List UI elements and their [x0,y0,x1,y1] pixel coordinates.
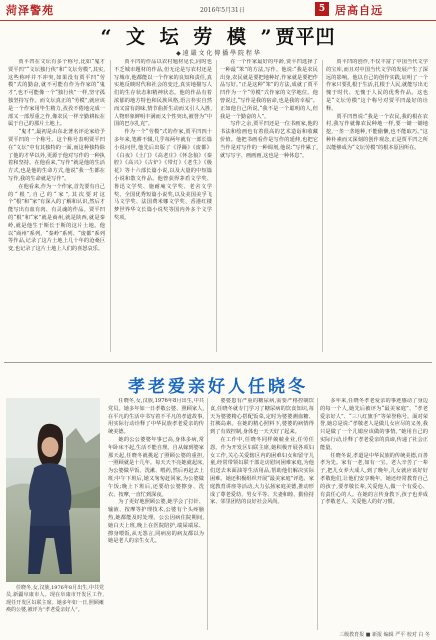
page-number: 5 [315,2,329,16]
paragraph: 贾平凹的创作,不仅丰富了中国当代文学的宝库,而且对中国当代文学的发展产生了深远的影响。他以自己的创作实践,证明了一个作家只要扎根于生活,扎根于人民,就能写出无愧于时代、无愧于人民的优秀作品。这也是“文坛劳模”这个称号对贾平凹最好的诠释。 [326,59,428,112]
paragraph: 贾平凹曾说:“我是一个农民,我的根在农村,我写作就像农民种地一样,要一锄一锄地挖,一垄一垄地种,不能偷懒,也不能取巧。”这种朴素而又深刻的创作观念,正是贾平凹之所以能够成为“文坛劳模”的根本原因所在。 [326,113,428,151]
column-divider [110,60,111,352]
article2-column-3 [320,398,428,634]
paragraph: 多年来,任晓冬孝老爱亲的事迹感动了身边的每一个人,她先后被评为“最美家庭”、“孝老爱亲好人”、“三八红旗手”等荣誉称号。面对荣誉,她总是说:“孝敬老人是做儿女应尽的义务,我只是做了一个儿媳应该做的事情。”她用自己的实际行动,诠释了孝老爱亲的真谛,传递了社会正能量。 [320,398,428,451]
column-divider [322,60,323,352]
article-column-1 [8,59,105,352]
caption-text: 任晓冬,女,汉族,1976年8月出生,中共党员,新疆阜康市人。现在阜康市开发区工作,现任开发区妇联主席。她多年如一日,照顾瘫痪的公婆,被评为“孝老爱亲好人”。 [6,585,104,613]
paragraph: 任晓冬说,孝道是中华民族的传统美德,百善孝为先。家有一老,如有一宝。老人辛苦了一辈子,把儿女养大成人,到了晚年,儿女就应该好好孝敬他们,让他们安享晚年。她还经常教育自己的孩子,要孝敬长辈,关爱他人,做一个有爱心、有责任心的人。在她的言传身教下,孩子也养成了孝敬老人、关爱他人的好习惯。 [320,452,428,506]
article2-headline: 孝老爱亲好人任晓冬 [128,377,308,397]
portrait-photo [6,398,100,582]
article-headline [0,22,436,49]
headline-quoted: “ 文 坛 劳 模 ” [100,26,276,48]
paragraph: 婆婆患有严重的糖尿病,需要严格控制饮食,任晓冬就专门学习了糖尿病的饮食知识,每天为婆婆精心搭配饭菜,定时为婆婆测血糖、打胰岛素。在她的精心照料下,婆婆的病情得到了有效控制,身体也一天天好了起来。 [210,398,314,436]
article-column-3 [220,59,318,352]
column-divider [207,398,208,630]
article-column-4 [326,59,428,352]
column-divider [216,60,217,352]
article-column-2 [114,59,212,352]
column-divider [317,398,318,630]
section-title: 居高自远 [335,4,383,17]
article-byline: ◆ 遠 嚴 文 化 傳 播 學 院 程 华 [176,50,260,57]
paragraph: 为了更好地照顾公婆,她学会了打针、输液、按摩等护理技术,公婆有个头疼脑热,她都能及时处理。公公因病住院期间,她白天上班,晚上在医院陪护,端屎端尿、擦身喂饭,从无怨言,同病房的病友都以为她是老人的亲生女儿。 [108,499,204,545]
dateline: 2016年5月31日 [200,7,245,14]
headline-name: 贾平凹 [275,26,336,48]
paragraph: 任晓冬,女,汉族,1976年8月出生,中共党员。她多年如一日孝敬公婆、照顾家人,在平凡的生活中书写着不平凡的孝道故事,用实际行动诠释了中华民族孝老爱亲的传统美德。 [108,398,204,436]
paragraph: 写作之余,贾平凹还是一位书画家,他的书法和绘画也有着很高的艺术造诣和收藏价值。他把书画看作是写作的延伸,也把它当作是对写作的一种调剂,他说:“写作累了,就写写字、画画画,这也是一种休息”。 [220,121,318,159]
article2-column-2 [210,398,314,634]
paragraph: “鬼才”,最初是由东北著名评论家给予贾平凹的一个称号。这个称号表明贾平凹在“文坛”中有其独特的一面,而这种独特除了他的才华以外,更源于他对写作的一种执着和坚持。在他看来,“写作”就是他的生活方式,也是他的生命方式,他说“我一生都在写作,我的生命就是写作”。 [8,129,105,182]
section-divider [4,362,432,363]
footer-credits: 三级教育报 ■ 新报 编辑 严平 校对 白 冬 [339,632,430,638]
masthead: 菏泽警苑 [6,4,54,17]
paragraph: 作为一个“劳模”式的作家,贾平凹四十多年来,笔耕不辍,几乎每两年就有一部长篇小说问世,他先后出版了《浮躁》《废都》《白夜》《土门》《高老庄》《怀念狼》《秦腔》《高兴》《古炉》《带灯》《老生》《极花》等十六部长篇小说,以及大量的中短篇小说和散文作品。他曾获得茅盾文学奖、鲁迅文学奖、施耐庵文学奖、老舍文学奖、全国优秀短篇小说奖,以及美国美孚飞马文学奖、法国费米娜文学奖、香港红楼梦世界华文长篇小说奖等国内外多个文学奖项。 [114,129,212,221]
portrait-image [6,398,100,582]
paragraph: 在工作中,任晓冬同样兢兢业业,任劳任怨。作为开发区妇联主席,她积极开展各项妇女工作,关心关爱辖区内的困难妇女和留守儿童,经常带领妇联干部走访慰问困难家庭,为他们送去米面油等生活用品,帮助他们解决实际困难。她还积极组织开展“最美家庭”评选、家庭教育讲座等活动,大力弘扬家庭美德,推动形成了尊老爱幼、男女平等、夫妻和睦、勤俭持家、邻里团结的良好社会风尚。 [210,436,314,506]
page-footer [0,631,436,640]
page-header [0,0,436,21]
paragraph: 贾平凹在文坛有多个称号,比如“鬼才贾平凹”“文坛独行侠”和“文坛劳模”,其实,这些称呼并不冲突,如果没有贾平凹“劳模”式的勤奋,就不可能有作为作家的“鬼才”,也不可能像一个“独行侠”一样,坚守孤独坚持写作。而文坛真正的“劳模”,就应该是一个作家用毕生精力,孜孜不倦地完成一部又一部厚重之作,像农民一样辛勤耕耘在属于自己的那片土地上。 [8,59,105,128]
photo-caption [6,585,104,614]
paragraph: 贾平凹的作品以农村题材见长,同时也不乏城市题材的作品,但无论是写农村还是写城市,他都能以一个作家的良知和责任,真实地反映时代和社会的变迁,真实地描写人们的生存状态和精神状态。他的作品有着浓郁的地方特色和民族风格,语言朴实自然而又富有韵味,情节曲折生动而又引人入胜,人物形象鲜明丰满而又个性突出,被誉为“中国的巴尔扎克”。 [114,59,212,128]
paragraph: 她的公公婆婆年事已高,身体多病,常年卧床不起,生活不能自理。自从嫁到婆家那天起,任晓冬就挑起了照顾公婆的重担,一照顾就是十几年。每天天不亮她就起床,为公婆做早饭、洗漱、喂药,然后再赶去上班;中午下班后,她又匆匆赶回家,为公婆做午饭;晚上下班后,还要给公婆擦身、洗衣、按摩,一直忙到深夜。 [108,436,204,498]
article2-column-1 [108,398,204,634]
paragraph: 在一个作家最好的年龄,贾平凹选择了一种最“笨”的方法,写作。他说:“我是农民出身,农民就是要把地种好,作家就是要把作品写好。”正是这种“笨”的方法,成就了贾平凹作为一个“劳模”式作家的文学地位。他曾说过,“写作是我的宿命,也是我的幸福”。正如他自己所说,“我不是一个聪明的人,但我是一个勤奋的人”。 [220,59,318,120]
paragraph: 在他看来,作为一个作家,首先要有自己的“根”,自己的“家”,其次要对这个“根”和“家”有深入的了解和认识,然后才能写出有血有肉、有灵魂的作品。贾平凹的“根”和“家”就是商州,就是陕西,就是秦岭,就是他生于斯长于斯的这片土地。他以“商州”系列、“秦岭”系列、“废都”系列等作品,记录了这片土地上几十年的沧桑巨变,也记录了这片土地上人们的喜怒哀乐。 [8,183,105,253]
